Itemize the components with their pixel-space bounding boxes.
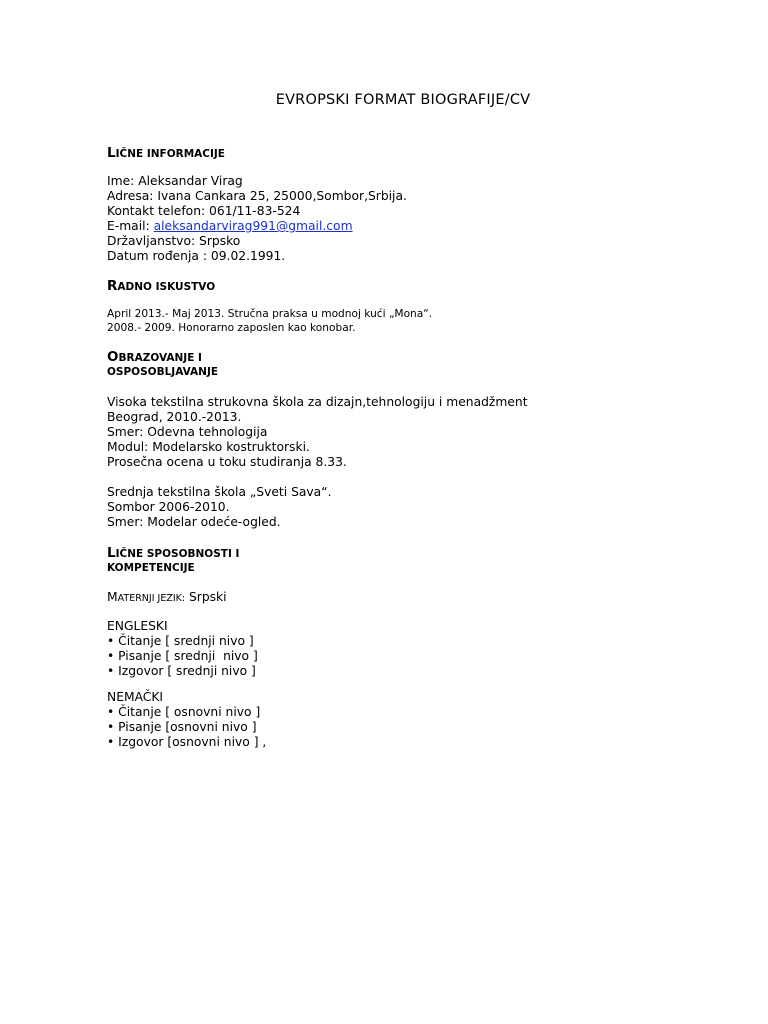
work-experience: [107, 308, 432, 335]
language-label: ENGLESKI: [107, 619, 168, 633]
education-line: Prosečna ocena u toku studiranja 8.33.: [107, 455, 347, 469]
skill-item: • Izgovor [ srednji nivo ]: [107, 664, 256, 678]
heading-licne-informacije: LIČNE INFORMACIJE: [107, 145, 225, 161]
education-line: Smer: Odevna tehnologija: [107, 425, 268, 439]
heading-sposobnosti: LIČNE SPOSOBNOSTI I KOMPETENCIJE: [107, 545, 240, 574]
info-line: Adresa: Ivana Cankara 25, 25000,Sombor,Srbija.: [107, 189, 407, 203]
skill-item: • Čitanje [ osnovni nivo ]: [107, 705, 261, 719]
document-title: EVROPSKI FORMAT BIOGRAFIJE/CV: [275, 92, 531, 108]
language-german: [107, 690, 266, 750]
info-line: Kontakt telefon: 061/11-83-524: [107, 204, 301, 218]
heading-obrazovanje: OBRAZOVANJE I OSPOSOBLJAVANJE: [107, 349, 219, 378]
info-line: Datum rođenja : 09.02.1991.: [107, 249, 286, 263]
skill-item: • Izgovor [osnovni nivo ] ,: [107, 735, 267, 749]
email-link[interactable]: aleksandarvirag991@gmail.com: [153, 219, 353, 233]
heading-radno-iskustvo: RADNO ISKUSTVO: [107, 278, 216, 294]
info-line: Ime: Aleksandar Virag: [107, 174, 243, 188]
info-line: Državljanstvo: Srpsko: [107, 234, 241, 248]
education-line: Visoka tekstilna strukovna škola za dizajn,tehnologiju i menadžment: [107, 395, 528, 409]
education-line: Beograd, 2010.-2013.: [107, 410, 242, 424]
language-label: NEMAČKI: [107, 690, 164, 704]
personal-info: [107, 174, 407, 264]
work-item: April 2013.- Maj 2013. Stručna praksa u modnoj kući „Mona“.: [107, 308, 433, 320]
skill-item: • Pisanje [ srednji nivo ]: [107, 649, 258, 663]
email-line: E-mail: aleksandarvirag991@gmail.com: [107, 219, 353, 233]
education-line: Modul: Modelarsko kostruktorski.: [107, 440, 310, 454]
education-university: [107, 395, 528, 470]
language-english: [107, 619, 258, 679]
mother-tongue: MATERNJI JEZIK: Srpski: [107, 590, 227, 604]
education-line: Smer: Modelar odeće-ogled.: [107, 515, 281, 529]
education-highschool: [107, 485, 332, 530]
education-line: Srednja tekstilna škola „Sveti Sava“.: [107, 485, 332, 499]
skill-item: • Pisanje [osnovni nivo ]: [107, 720, 257, 734]
skill-item: • Čitanje [ srednji nivo ]: [107, 634, 254, 648]
work-item: 2008.- 2009. Honorarno zaposlen kao konobar.: [107, 321, 356, 334]
education-line: Sombor 2006-2010.: [107, 500, 230, 514]
